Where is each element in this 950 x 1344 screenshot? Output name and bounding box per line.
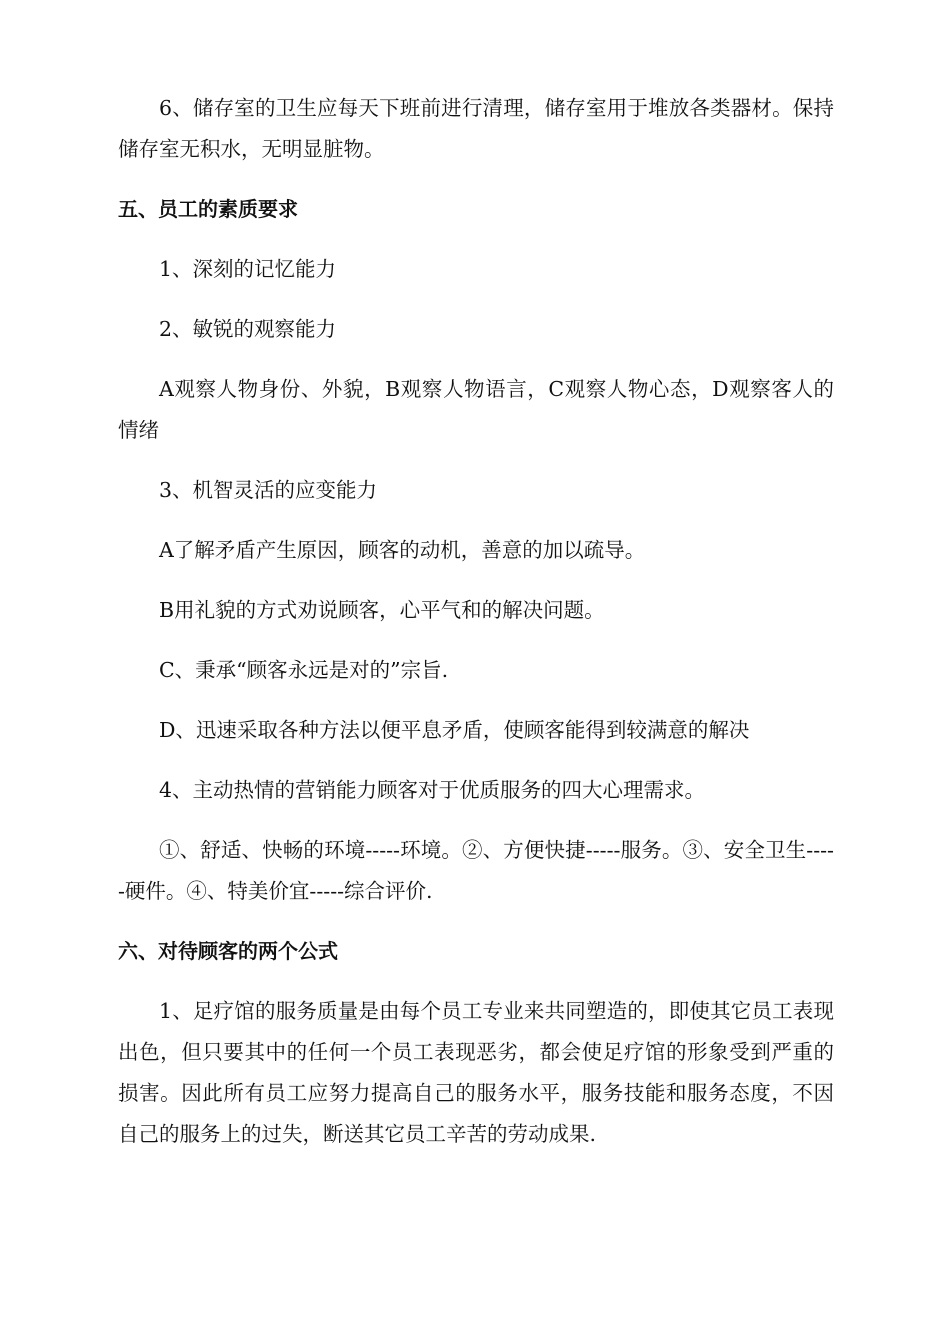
- spacer: [118, 451, 834, 470]
- list-item-memory-ability: 1、深刻的记忆能力: [159, 257, 337, 281]
- paragraph-service-quality: 1、足疗馆的服务质量是由每个员工专业来共同塑造的，即使其它员工表现出色，但只要其中的任何一个员工表现恶劣，都会使足疗馆的形象受到严重的损害。因此所有员工应努力提高自己的服务水平，服务技能和服务态度，不因自己的服务上的过失，断送其它员工辛苦的劳动成果.: [118, 999, 834, 1146]
- paragraph-observation-details: A观察人物身份、外貌，B观察人物语言，C观察人物心态，D观察客人的情绪: [118, 377, 834, 442]
- spacer: [118, 912, 834, 931]
- spacer: [118, 811, 834, 830]
- list-item-marketing-ability: 4、主动热情的营销能力顾客对于优质服务的四大心理需求。: [159, 778, 706, 802]
- section-heading-two-formulas: 六、对待顾客的两个公式: [118, 939, 338, 963]
- spacer: [118, 230, 834, 249]
- list-item-adaptability: 3、机智灵活的应变能力: [159, 478, 378, 502]
- spacer: [118, 631, 834, 650]
- section-heading-employee-quality: 五、员工的素质要求: [118, 197, 298, 221]
- spacer: [118, 571, 834, 590]
- paragraph-adapt-d: D、迅速采取各种方法以便平息矛盾，使顾客能得到较满意的解决: [159, 718, 750, 742]
- spacer: [118, 170, 834, 189]
- spacer: [118, 751, 834, 770]
- paragraph-adapt-a: A了解矛盾产生原因，顾客的动机，善意的加以疏导。: [159, 538, 646, 562]
- list-item-observation-ability: 2、敏锐的观察能力: [159, 317, 337, 341]
- spacer: [118, 972, 834, 991]
- paragraph-four-needs: ①、舒适、快畅的环境-----环境。②、方便快捷-----服务。③、安全卫生-----硬件。④、特美价宜-----综合评价.: [118, 838, 834, 903]
- spacer: [118, 350, 834, 369]
- paragraph-adapt-b: B用礼貌的方式劝说顾客，心平气和的解决问题。: [159, 598, 605, 622]
- spacer: [118, 290, 834, 309]
- spacer: [118, 511, 834, 530]
- paragraph-storage-room-cleaning: 6、储存室的卫生应每天下班前进行清理，储存室用于堆放各类器材。保持储存室无积水，无明显脏物。: [118, 96, 834, 161]
- document-page: [118, 88, 834, 1155]
- paragraph-adapt-c: C、秉承“顾客永远是对的”宗旨.: [159, 658, 449, 682]
- spacer: [118, 691, 834, 710]
